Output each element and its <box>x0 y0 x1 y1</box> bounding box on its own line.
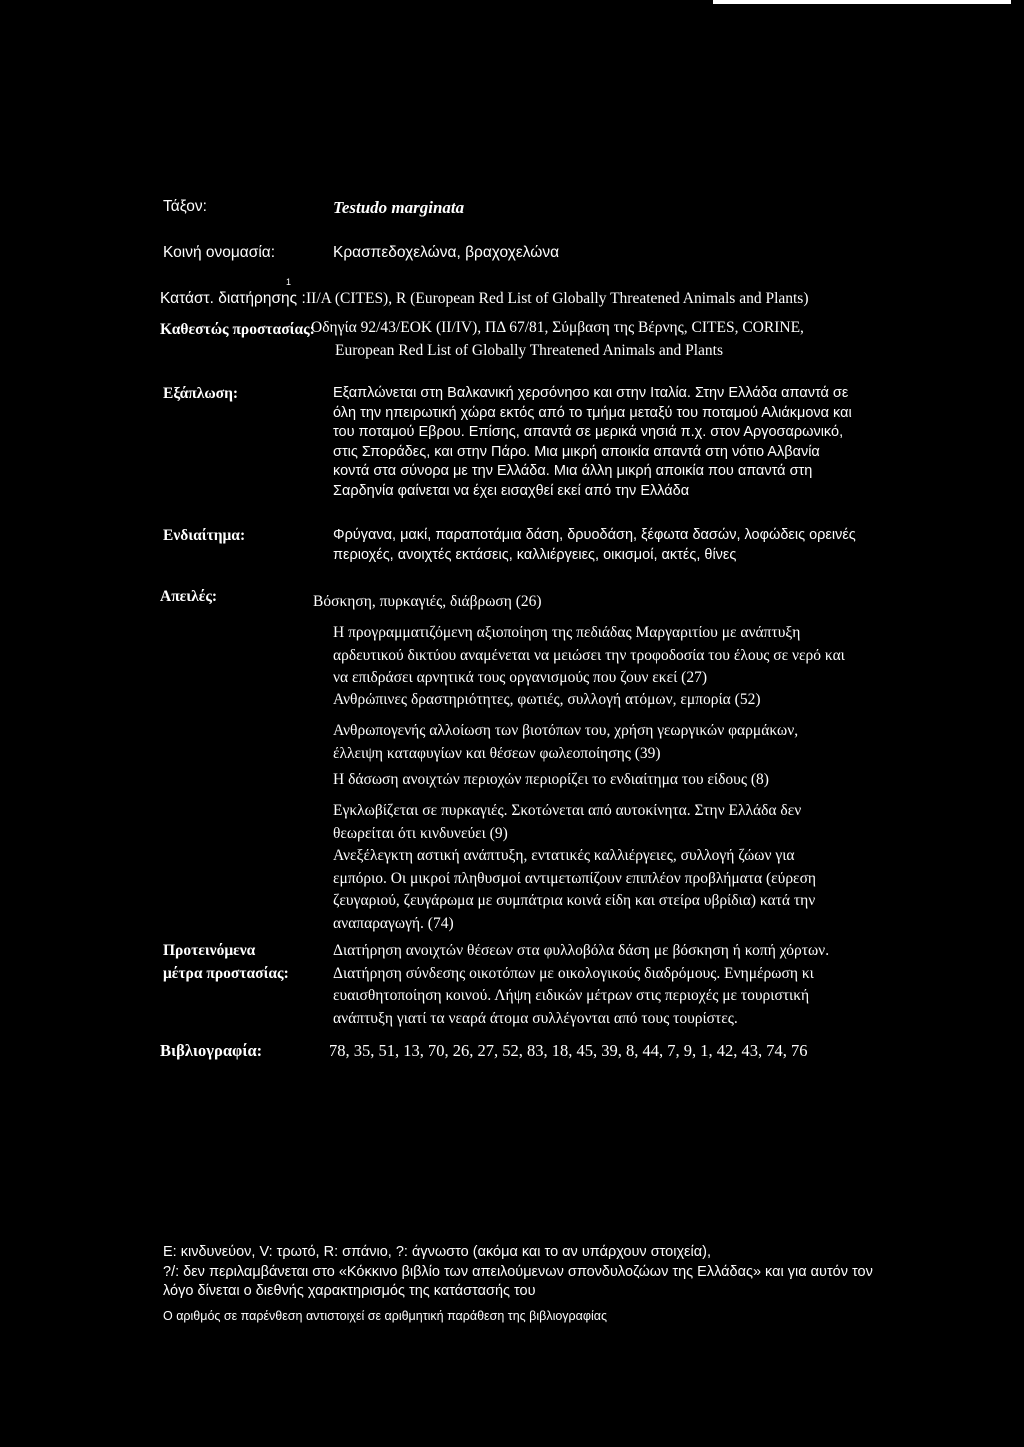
text-line: Φρύγανα, μακί, παραποτάμια δάση, δρυοδάση, ξέφωτα δασών, λοφώδεις ορεινές <box>333 527 856 543</box>
threat-item <box>333 689 760 712</box>
text-line: European Red List of Globally Threatened Animals and Plants <box>335 341 723 359</box>
threats-label: Απειλές: <box>160 588 218 605</box>
threat-item <box>313 591 542 614</box>
habitat-text <box>333 526 856 565</box>
text-line: Διατήρηση ανοιχτών θέσεων στα φυλλοβόλα δάση με βόσκηση ή κοπή χόρτων. <box>333 942 830 959</box>
text-line: Ανθρωπογενής αλλοίωση των βιοτόπων του, χρήση γεωργικών φαρμάκων, <box>333 722 799 739</box>
common-name-label: Κοινή ονομασία: <box>163 244 276 261</box>
text-line: του ποταμού Εβρου. Επίσης, απαντά σε μερικά νησιά π.χ. στον Αργοσαρωνικό, <box>333 424 844 440</box>
text-line: ζευγαριού, ζευγάρωμα με συμπάτρια κοινά είδη και στείρα υβρίδια) κατά την <box>333 892 816 909</box>
text-line: εμπόριο. Οι μικροί πληθυσμοί αντιμετωπίζουν επιπλέον προβλήματα (εύρεση <box>333 869 817 887</box>
threat-item <box>333 800 801 845</box>
text-line: να επιδράσει αρνητικά τους οργανισμούς που ζουν εκεί (27) <box>333 669 707 686</box>
distribution-label: Εξάπλωση: <box>163 385 239 402</box>
footnote-line: ?/: δεν περιλαμβάνεται στο «Κόκκινο βιβλίο των απειλούμενων σπονδυλοζώων της Ελλάδας» και για αυτόν τον <box>163 1263 873 1280</box>
text-line: κοντά στα σύνορα με την Ελλάδα. Μια άλλη μικρή αποικία που απαντά στη <box>333 463 813 479</box>
threat-item <box>333 845 816 935</box>
text-line: Ανθρώπινες δραστηριότητες, φωτιές, συλλογή ατόμων, εμπορία (52) <box>333 691 761 708</box>
common-name-value: Κρασπεδοχελώνα, βραχοχελώνα <box>333 244 560 261</box>
footnote-line: E: κινδυνεύον, V: τρωτό, R: σπάνιο, ?: άγνωστο (ακόμα και το αν υπάρχουν στοιχεία), <box>163 1244 711 1260</box>
bibliography-value: 78, 35, 51, 13, 70, 26, 27, 52, 83, 18, 45, 39, 8, 44, 7, 9, 1, 42, 43, 74, 76 <box>329 1041 808 1060</box>
conservation-status-value: II/A (CITES), R (European Red List of Globally Threatened Animals and Plants) <box>306 290 809 307</box>
protection-status-text <box>311 317 804 362</box>
text-line: Βόσκηση, πυρκαγιές, διάβρωση (26) <box>313 593 542 610</box>
text-line: Εξαπλώνεται στη Βαλκανική χερσόνησο και στην Ιταλία. Στην Ελλάδα απαντά σε <box>333 385 849 401</box>
distribution-text <box>333 384 852 501</box>
threat-item <box>333 720 798 765</box>
text-line: Σαρδηνία φαίνεται να έχει εισαχθεί εκεί από την Ελλάδα <box>333 482 690 499</box>
text-line: Η δάσωση ανοιχτών περιοχών περιορίζει το ενδιαίτημα του είδους (8) <box>333 771 769 788</box>
footnote-marker: 1 <box>286 277 292 287</box>
scan-edge-mark <box>713 0 1011 4</box>
text-line: στις Σποράδες, και στην Πάρο. Μια μικρή αποικία απαντά στη νότιο Αλβανία <box>333 443 820 460</box>
taxon-label: Τάξον: <box>163 198 207 215</box>
habitat-label: Ενδιαίτημα: <box>163 527 246 544</box>
bibliography-note: Ο αριθμός σε παρένθεση αντιστοιχεί σε αριθμητική παράθεση της βιβλιογραφίας <box>163 1309 608 1323</box>
text-line: αναπαραγωγή. (74) <box>333 914 454 932</box>
taxon-value: Testudo marginata <box>333 198 465 217</box>
proposed-measures-label <box>163 940 289 985</box>
text-line: αρδευτικού δικτύου αναμένεται να μειώσει την τροφοδοσία του έλους σε νερό και <box>333 646 845 664</box>
text-line: Οδηγία 92/43/ΕΟΚ (II/IV), ΠΔ 67/81, Σύμβαση της Βέρνης, CITES, CORINE, <box>311 319 804 336</box>
text-line: ευαισθητοποίηση κοινού. Λήψη ειδικών μέτρων στις περιοχές με τουριστική <box>333 987 810 1004</box>
text-line: περιοχές, ανοιχτές εκτάσεις, καλλιέργειες, οικισμοί, ακτές, θίνες <box>333 546 737 563</box>
text-line: ανάπτυξη γιατί τα νεαρά άτομα συλλέγονται από τους τουρίστες. <box>333 1009 738 1027</box>
proposed-measures-text <box>333 940 829 1030</box>
label-line: μέτρα προστασίας: <box>163 964 289 982</box>
threat-item <box>333 622 845 690</box>
label-line: Προτεινόμενα <box>163 942 256 959</box>
threat-item <box>333 769 769 792</box>
text-line: Ανεξέλεγκτη αστική ανάπτυξη, εντατικές καλλιέργειες, συλλογή ζώων για <box>333 847 795 864</box>
bibliography-label: Βιβλιογραφία: <box>160 1041 263 1060</box>
text-line: Εγκλωβίζεται σε πυρκαγιές. Σκοτώνεται από αυτοκίνητα. Στην Ελλάδα δεν <box>333 802 802 819</box>
protection-status-label: Καθεστώς προστασίας: <box>160 321 315 338</box>
footnotes <box>163 1243 873 1302</box>
conservation-status-label: Κατάστ. διατήρησης : <box>160 290 306 307</box>
text-line: Διατήρηση σύνδεσης οικοτόπων με οικολογικούς διαδρόμους. Ενημέρωση κι <box>333 964 814 982</box>
text-line: όλη την ηπειρωτική χώρα εκτός από το τμήμα μεταξύ του ποταμού Αλιάκμονα και <box>333 404 852 421</box>
text-line: Η προγραμματιζόμενη αξιοποίηση της πεδιάδας Μαργαριτίου με ανάπτυξη <box>333 624 801 641</box>
text-line: έλλειψη καταφυγίων και θέσεων φωλεοποίησης (39) <box>333 744 661 762</box>
footnote-line: λόγο δίνεται ο διεθνής χαρακτηρισμός της κατάστασής του <box>163 1283 536 1299</box>
text-line: θεωρείται ότι κινδυνεύει (9) <box>333 824 508 842</box>
